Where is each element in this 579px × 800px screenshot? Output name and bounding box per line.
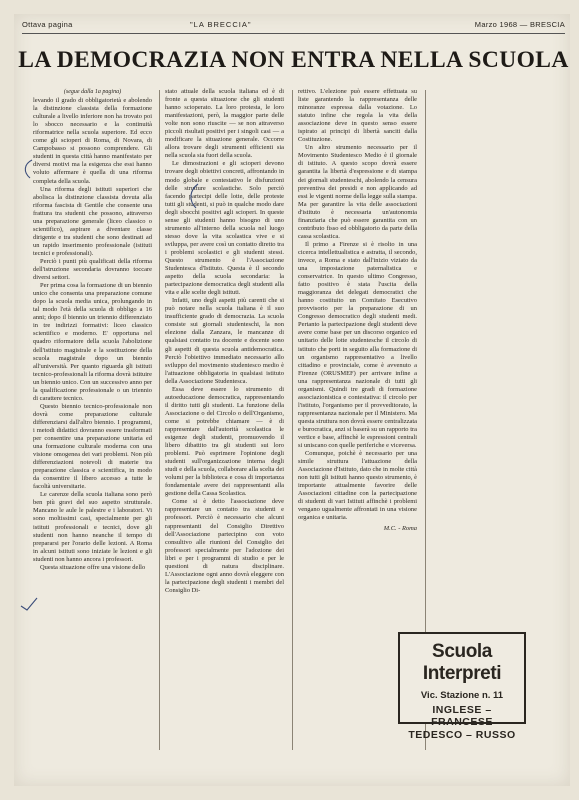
paragraph: Perciò i punti più qualificati della riforma dell'istruzione secondaria dovranno toccare diversi settori.	[33, 257, 152, 282]
article-column-2	[165, 88, 284, 756]
paragraph: Come si è detto l'associazione deve rappresentare un contatto tra studenti e professori. Perciò è necessario che alcuni rappresentanti del Consiglio Direttivo dell'Associazione partecipino con voto consultivo alle riunioni del Consiglio dei professori specialmente per l'adozione dei libri e per i programmi di studio e per le questioni di natura disciplinare. L'Associazione ogni anno dovrà eleggere con la partecipazione degli studenti i membri del Consiglio Di-	[165, 498, 284, 594]
paragraph: Infatti, uno degli aspetti più carenti che si può notare nella scuola italiana è il suo insufficiente grado di democrazia. La scuola consiste sui giornali studenteschi, la non elezione dalla Zanzara, le mancanze di qualsiasi contatto tra docente e docente sono gli aspetti di questa scuola antidemocratica. Perciò l'obiettivo immediato necessario allo sviluppo del movimento studentesco medio è l'attuazione obbligatoria in qualsiasi istituto della Associazione Studentesca.	[165, 297, 284, 385]
paragraph: Il primo a Firenze si è risolto in una cicerca intellettualistica e astratta, il secondo, invece, a Roma e stato dall'inizio viziato da una impostazione paternalistica e conservatrice. In questo ultimo Congresso, fatto positivo è stata l'uscita della maggioranza dei delegati democratici che hanno costituito un Comitato Esecutivo provvisorio per la preparazione di un Congresso democratico degli studenti medi. Pertanto la partecipazione degli studenti deve avere come base per un discorso organico ed unitario delle lotte studentesche il circolo di istituto che porti in seguito alla formazione di un organismo rappresentativo a livello cittadino e provinciale, come è avvenuto a Firenze (ORUSMEF) per arrivare infine a una rappresentanza nazionale di tutti gli organismi. Quindi tre gradi di formazione associazionistica e contestativa: il circolo per l'istituto, l'organismo per il provveditorato, la rappresentanza nazionale per il Ministero. Ma questa struttura non dovrà essere centralizzata e burocratica, anzi si baserà su un rapporto tra vertice e base, affinchè le espressioni centrali si uniscano con quelle periferiche e viceversa.	[298, 240, 417, 450]
issue-date: Marzo 1968 — BRESCIA	[474, 20, 565, 29]
paragraph: Le dimostrazioni e gli scioperi devono trovare degli obiettivi concreti, affrontando in modo globale e contestativo le disfunzioni delle strutture scolastiche. Solo perciò facendo partecipi delle lotte, delle proteste tutti gli studenti, si può in qualche modo dare degli sbocchi positivi agli scioperi. In queste sense gli studenti hanno bisogno di uno strumento all'interno della scuola nel luogo stesso dove la vita scolastica vive e si sviluppa, per avere così un contatto diretto tra i problemi scolastici e gli studenti stessi. Questo strumento è l'Associazione Studentesca d'Istituto. Questa è il secondo aspetto della scuola secondaria: la partecipazione democratica degli studenti alla vita e alle scelte degli istituti.	[165, 160, 284, 297]
paragraph: Questa situazione offre una visione dello	[40, 563, 146, 571]
ad-languages-1: INGLESE – FRANCESE	[431, 704, 493, 728]
continued-note: (segue dalla 1a pagina)	[63, 89, 122, 95]
paragraph: Le carenze della scuola italiana sono però ben più gravi del suo aspetto strutturale. Mancano le aule le palestre e i laboratori. Vi sono moltissimi casi, specialmente per gli istituti professionali e tecnici, dove gli studenti non hanno neanche il tempo di prepararsi per l'orario delle lezioni. A Roma in alcuni istituti sono iniziate le lezioni e gli studenti non hanno ancora i professori.	[33, 491, 152, 563]
ad-languages-2: TEDESCO – RUSSO	[408, 729, 516, 741]
ad-title: Scuola Interpreti	[422, 641, 502, 684]
paragraph: Un altro strumento necessario per il Movimento Studentesco Medio è il giornale di istituto. A questo scopo dovrà essere garantita la libertà d'espressione e di stampa dei giornali studenteschi, abolendo la censura preventiva dei presidi e non applicando ad essi le vigenti norme della legge sulla stampa. Ma per garantire la vita delle associazioni d'istituto è necessaria un'autonomia finanziaria che può essere garantita con un contributo fisso ed obbligatorio da parte della cassa scolastica.	[298, 144, 417, 240]
column-divider	[292, 90, 293, 750]
pen-mark-icon	[184, 182, 202, 210]
header-rule	[22, 33, 565, 34]
column-divider	[159, 90, 160, 750]
paragraph: Questo biennio tecnico-professionale non dovrà come preparazione culturale differenziarsi dall'altro biennio. I programmi, i metodi didattici dovranno essere trasformati per consentire una preparazione unitaria ed una formazione culturale moderna con una visione omogenea dei vari problemi. Non più differenziazioni notevoli di materie tra preparazione classica e scientifica, in modo da consentire il libero accesso a tutte le facoltà universitarie.	[33, 402, 152, 491]
page-number-label: Ottava pagina	[22, 20, 73, 29]
page-header	[22, 20, 565, 34]
pen-mark-icon	[20, 158, 36, 180]
article-column-1	[33, 88, 152, 756]
paragraph: Essa deve essere lo strumento di autoeducazione democratica, rappresentando il diritto tutti gli studenti. La funzione della Associazione o del Circolo o dell'Organismo, come si potrebbe chiamare — è di rappresentare dall'autorità scolastica le esigenze degli studenti, promuovendo il libero dibattito tra gli studenti sui loro problemi. Può esprimere l'opinione degli studenti sull'organizzazione interna degli studi e della scuola, collaborare alla scelta dei volumi per la biblioteca e cosa di importanza fondamentale avere dei rappresentanti alla gestione della Cassa Scolastica.	[165, 385, 284, 498]
paragraph: Una riforma degli istituti superiori che abolisca la distinzione classista dovuta alla riforma fascista di Gentile che consente una frattura tra studenti che possono, attraverso una preparazione generale (liceo classico o scientifico), aspirare a diventare classe dirigente e tra studenti che sono destinati ad un rapido inserimento professionale (istituti tecnici e professionali).	[33, 185, 152, 257]
paragraph: Comunque, poichè è necessario per una simile struttura l'attuazione della Associazione d'Istituto, dato che in molte città non tutti gli istituti hanno questo strumento, è importante attualmente favorire delle Associazioni cittadine con la partecipazione di studenti di vari Istituti affinchè i problemi vengano ugualmente affrontati in una visione organica e unitaria.	[298, 450, 417, 522]
ad-address: Vic. Stazione n. 11	[420, 690, 504, 701]
pen-mark-icon	[17, 594, 41, 614]
author-signature: M.C. - Roma	[383, 524, 417, 532]
paragraph: rettivo. L'elezione può essere effettuata su liste garantendo la rappresentanza delle minoranze espressa dalla votazione. Lo statuto infine che regola la vita della associazione deve in questo senso essere ispirato ai principi di libertà sanciti dalla Costituzione.	[298, 88, 417, 144]
paragraph: stato attuale della scuola italiana ed è di fronte a questa situazione che gli studenti hanno scioperato. La loro protesta, le loro manifestazioni, però, la maggior parte delle volte non sono riuscite — se non attraverso piccoli risultati positivi per i singoli casi — a modificare la situazione generale. Occorre allora trovare degli strumenti efficienti sia nella scuola sia fuori della scuola.	[165, 88, 284, 160]
advertisement-box	[398, 632, 526, 741]
newspaper-name: "LA BRECCIA"	[190, 20, 252, 29]
headline: LA DEMOCRAZIA NON ENTRA NELLA SCUOLA	[18, 47, 569, 73]
paragraph: Per prima cosa la formazione di un biennio unico che consenta una preparazione comune dopo la scuola media unica, prolungando in tal modo l'età della scuola di obbligo a 16 anni; dopo il biennio un triennio differenziato in tre indirizzi formativi: liceo classico scientifico e moderno. E' opportuna nel quadro riformatore della scuola l'abolizione dell'istituto magistrale e la sostituzione della scuola magistrale dopo un biennio all'università. Per quanto riguarda gli istituti tecnico-professionali la riforma dovrà istituire un biennio unico. Con un successivo anno per la qualificazione professionale o un triennio di carattere tecnico.	[33, 282, 152, 402]
paragraph: levando il grado di obbligatorietà e abolendo la distinzione classista della formazione culturale a livello inferiore non ha trovato poi lo sbocco necessario e la continuità riformatrice nella scuola superiore. Ed ecco come gli scioperi di Roma, di Novara, di Campobasso si possono comprendere. Gli studenti in questa città hanno manifestato per diversi motivi ma la esigenza che essi hanno voluto affermare è quella di una riforma completa della scuola.	[33, 97, 152, 185]
